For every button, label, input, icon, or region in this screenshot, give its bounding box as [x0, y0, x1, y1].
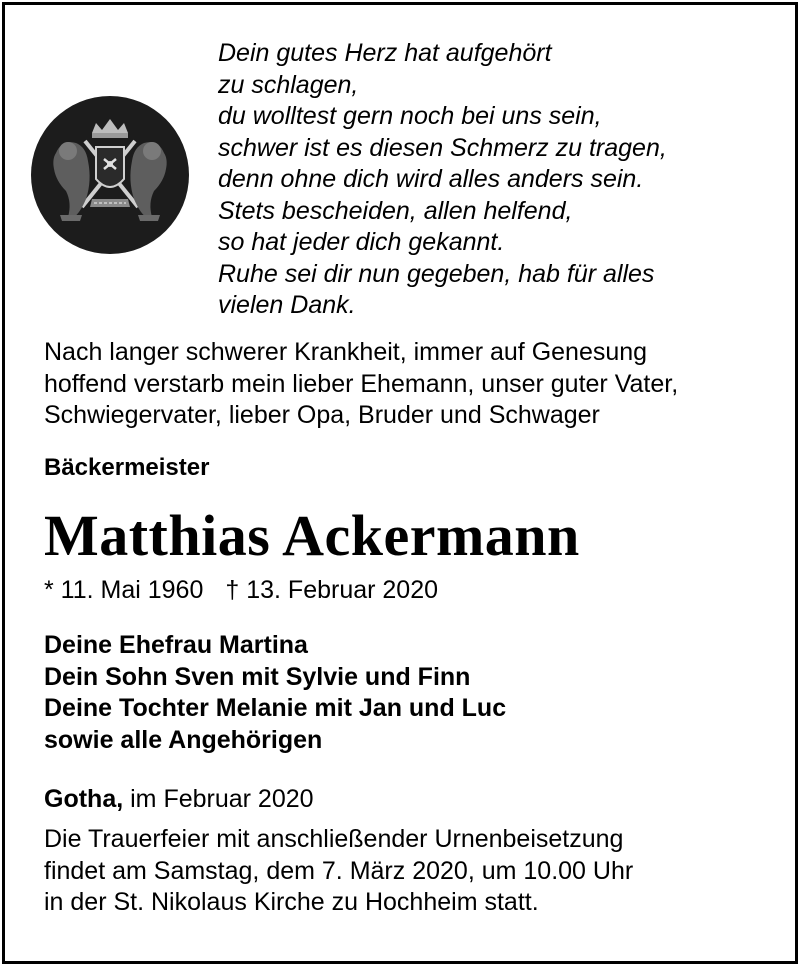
baker-guild-crest-icon: [30, 95, 190, 255]
mourner-line: Deine Ehefrau Martina: [44, 631, 308, 659]
poem-line: Ruhe sei dir nun gegeben, hab für alles: [218, 259, 655, 288]
poem-line: Stets bescheiden, allen helfend,: [218, 196, 573, 225]
poem-line: denn ohne dich wird alles anders sein.: [218, 165, 644, 193]
death-date: † 13. Februar 2020: [225, 576, 439, 604]
mourner-line: Dein Sohn Sven mit Sylvie und Finn: [44, 662, 471, 691]
mourner-line: Deine Tochter Melanie mit Jan und Luc: [44, 694, 507, 722]
ceremony-line: in der St. Nikolaus Kirche zu Hochheim statt.: [44, 888, 539, 916]
birth-date: * 11. Mai 1960: [44, 576, 204, 604]
intro-line: Nach langer schwerer Krankheit, immer auf Genesung: [44, 338, 648, 366]
mourner-line: sowie alle Angehörigen: [44, 725, 323, 754]
intro-text: [44, 337, 678, 432]
place-and-date: [44, 784, 314, 816]
intro-line: Schwiegervater, lieber Opa, Bruder und Schwager: [44, 401, 600, 429]
profession-title: Bäckermeister: [44, 454, 210, 481]
poem-line: so hat jeder dich gekannt.: [218, 228, 505, 256]
intro-line: hoffend verstarb mein lieber Ehemann, unser guter Vater,: [44, 369, 679, 398]
place-date: im Februar 2020: [130, 785, 314, 813]
poem-line: schwer ist es diesen Schmerz zu tragen,: [218, 133, 667, 162]
poem-line: Dein gutes Herz hat aufgehört: [218, 39, 552, 67]
place-city: Gotha,: [44, 785, 124, 813]
mourners-list: [44, 630, 506, 756]
life-dates: [44, 575, 438, 607]
poem-line: vielen Dank.: [218, 291, 356, 319]
memorial-poem: [218, 38, 667, 322]
poem-line: zu schlagen,: [218, 70, 359, 99]
deceased-name: Matthias Ackermann: [44, 503, 580, 568]
ceremony-line: findet am Samstag, dem 7. März 2020, um 10.00 Uhr: [44, 856, 634, 885]
poem-line: du wolltest gern noch bei uns sein,: [218, 102, 602, 130]
ceremony-info: [44, 824, 633, 919]
ceremony-line: Die Trauerfeier mit anschließender Urnenbeisetzung: [44, 825, 624, 853]
